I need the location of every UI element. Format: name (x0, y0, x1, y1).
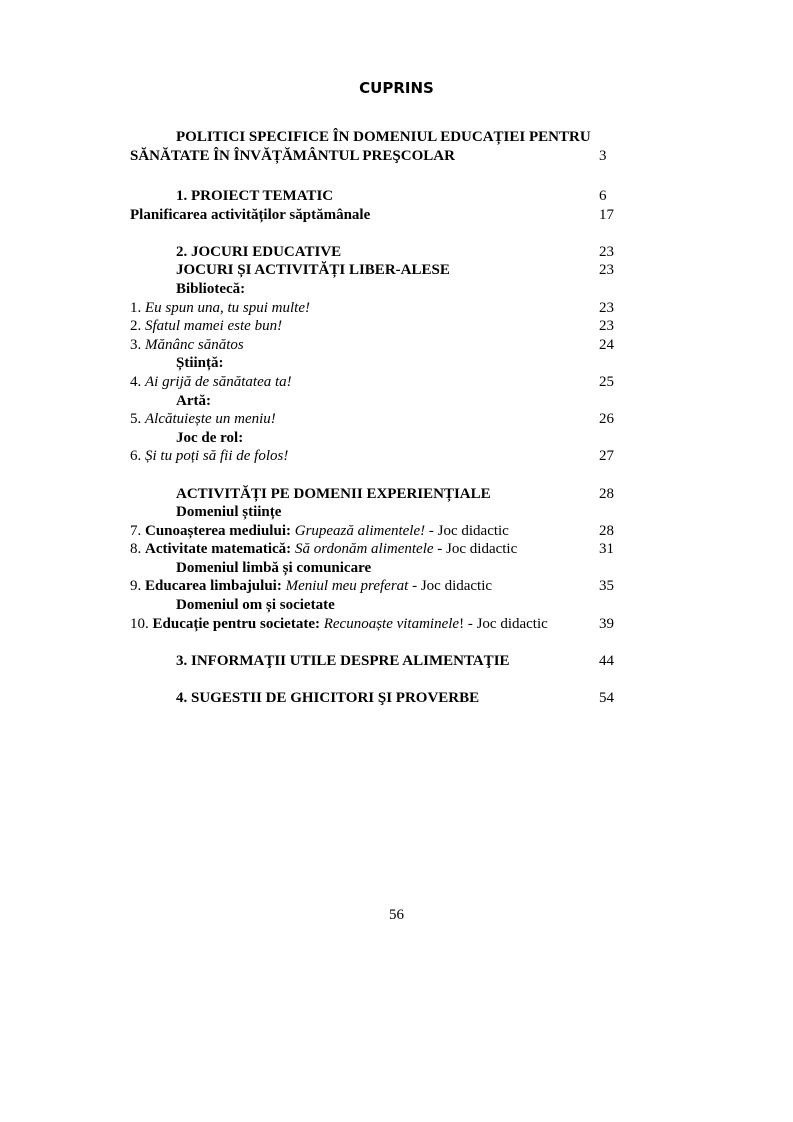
toc-entry-text: 2. JOCURI EDUCATIVE (176, 243, 342, 260)
toc-entry-page: 54 (599, 689, 614, 706)
toc-entry-text: Sfatul mamei este bun! (145, 318, 283, 335)
toc-entry (130, 317, 620, 336)
toc-entry-page: 3 (599, 147, 607, 164)
toc-entry (130, 522, 620, 541)
toc-entry-page: 6 (599, 188, 607, 205)
toc-entry (130, 615, 620, 634)
toc-entry (130, 540, 620, 559)
spacer (130, 466, 620, 485)
toc-entry (130, 336, 620, 355)
toc-entry-title (130, 430, 243, 446)
toc-entry-page: 44 (599, 652, 614, 669)
toc-entry (130, 652, 620, 671)
toc-entry-title (130, 560, 371, 576)
toc-entry (130, 596, 620, 615)
toc-entry-title (130, 597, 335, 613)
toc-entry-text: - Joc didactic (408, 578, 493, 595)
toc-entry-text: Joc de rol: (176, 429, 244, 446)
toc-entry-text: Mănânc sănătos (145, 336, 244, 353)
toc-entry-page: 31 (599, 541, 614, 558)
toc-entry-text: Grupează alimentele! (294, 522, 426, 539)
toc-entry-page: 23 (599, 262, 614, 279)
toc-entry-text: Domeniul limbă și comunicare (176, 559, 372, 576)
toc-entry-text: Domeniul științe (176, 504, 282, 521)
toc-entry-text: 4. (130, 374, 145, 391)
spacer (130, 670, 620, 689)
spacer (130, 224, 620, 243)
toc-entry-title (130, 188, 333, 204)
toc-entry-text: 5. (130, 411, 145, 428)
toc-entry-title (130, 541, 517, 557)
toc-entry-title (130, 129, 591, 145)
toc-entry-title (130, 486, 491, 502)
toc-entry-page: 28 (599, 485, 614, 502)
toc-entry (130, 280, 620, 299)
toc-entry-text: 6. (130, 448, 145, 465)
toc-entry-text: Și tu poți să fii de folos! (145, 448, 289, 465)
toc-entry (130, 689, 620, 708)
toc-entry-page: 28 (599, 522, 614, 539)
toc-entry-title (130, 523, 509, 539)
toc-entry-text: - Joc didactic (433, 541, 518, 558)
toc-entry (130, 503, 620, 522)
toc-entry-text: ! - Joc didactic (459, 615, 548, 632)
toc-entry-title (130, 393, 211, 409)
toc-entry-title (130, 411, 276, 427)
toc-entry-title (130, 578, 492, 594)
toc-entry-text: POLITICI SPECIFICE ÎN DOMENIUL EDUCAȚIEI PENTRU (176, 129, 591, 145)
toc-entry-title (130, 504, 281, 520)
toc-entry-text: Recunoaște vitaminele (323, 615, 460, 632)
toc-entry-page: 39 (599, 615, 614, 632)
toc-entry (130, 559, 620, 578)
toc-entry-page: 26 (599, 411, 614, 428)
toc-entry (130, 447, 620, 466)
toc-entry-text: Educație pentru societate: (152, 615, 320, 632)
toc-entry (130, 577, 620, 596)
toc-entry-page: 24 (599, 336, 614, 353)
toc-entry-text: 9. (130, 578, 145, 595)
toc-entry (130, 485, 620, 504)
toc-entry (130, 410, 620, 429)
toc-entry-title (130, 281, 245, 297)
toc-entry-text: JOCURI ȘI ACTIVITĂȚI LIBER-ALESE (176, 262, 450, 279)
toc-entry (130, 429, 620, 448)
toc-entry-text: 4. SUGESTII DE GHICITORI ŞI PROVERBE (176, 689, 480, 706)
toc-entry-text: Artă: (176, 392, 211, 409)
spacer (130, 165, 620, 187)
toc-entry-title (130, 244, 341, 260)
toc-entry-page: 25 (599, 374, 614, 391)
toc-entry (130, 354, 620, 373)
toc-entry-title (130, 318, 282, 334)
page-number: 56 (389, 907, 404, 923)
toc-entry-page: 23 (599, 318, 614, 335)
toc-entry-title (130, 374, 292, 390)
toc-entry-text: Bibliotecă: (176, 281, 246, 298)
toc-entry-title (130, 448, 288, 464)
toc-entry-text: Activitate matematică: (145, 541, 292, 558)
toc-entry-text: Alcătuiește un meniu! (145, 411, 276, 428)
toc-entry-text: 1. (130, 299, 145, 316)
toc-entry-text: 3. INFORMAŢII UTILE DESPRE ALIMENTAŢIE (176, 652, 510, 669)
toc-entry-text: Știință: (176, 355, 224, 372)
toc-entry-text: 2. (130, 318, 145, 335)
toc-entry-page: 35 (599, 578, 614, 595)
toc-entry-title (130, 148, 455, 164)
toc-entry-text: Meniul meu preferat (285, 578, 409, 595)
toc-entry-title (130, 262, 450, 278)
toc-entry-title (130, 653, 510, 669)
toc-entry-text: Educarea limbajului: (145, 578, 282, 595)
toc-entry (130, 206, 620, 225)
page-title: CUPRINS (359, 79, 434, 97)
toc-entry (130, 261, 620, 280)
toc-entry (130, 299, 620, 318)
toc-entry-text: 8. (130, 541, 145, 558)
toc-entry-text: Eu spun una, tu spui multe! (145, 299, 310, 316)
toc-entry-page: 23 (599, 243, 614, 260)
toc-entry-title (130, 207, 370, 223)
toc-entry (130, 187, 620, 206)
toc-entry-text: SĂNĂTATE ÎN ÎNVĂȚĂMÂNTUL PREŞCOLAR (130, 147, 455, 164)
toc-entry-text: 10. (130, 615, 153, 632)
toc-entry (130, 147, 620, 166)
toc-entry-title (130, 690, 479, 706)
toc-entry-text: 1. PROIECT TEMATIC (176, 188, 334, 205)
toc-entry-text: Să ordonăm alimentele (294, 541, 434, 558)
toc-entry (130, 392, 620, 411)
toc-entry-title (130, 616, 548, 632)
toc-entry-text: 3. (130, 336, 145, 353)
spacer (130, 633, 620, 652)
toc-entry (130, 128, 620, 147)
toc-entry-text: 7. (130, 522, 145, 539)
toc-entry-text: - Joc didactic (425, 522, 509, 539)
toc-entry-title (130, 300, 310, 316)
toc-entry (130, 243, 620, 262)
table-of-contents (130, 128, 620, 707)
toc-entry-page: 17 (599, 206, 614, 223)
toc-entry (130, 373, 620, 392)
toc-entry-page: 23 (599, 299, 614, 316)
toc-entry-text: Planificarea activităților săptămânale (130, 206, 371, 223)
toc-entry-text: ACTIVITĂȚI PE DOMENII EXPERIENȚIALE (176, 485, 491, 502)
toc-entry-title (130, 355, 224, 371)
toc-entry-text: Domeniul om și societate (176, 597, 335, 614)
toc-entry-page: 27 (599, 448, 614, 465)
toc-entry-title (130, 337, 244, 353)
toc-entry-text: Cunoașterea mediului: (145, 522, 291, 539)
toc-entry-text: Ai grijă de sănătatea ta! (145, 374, 292, 391)
